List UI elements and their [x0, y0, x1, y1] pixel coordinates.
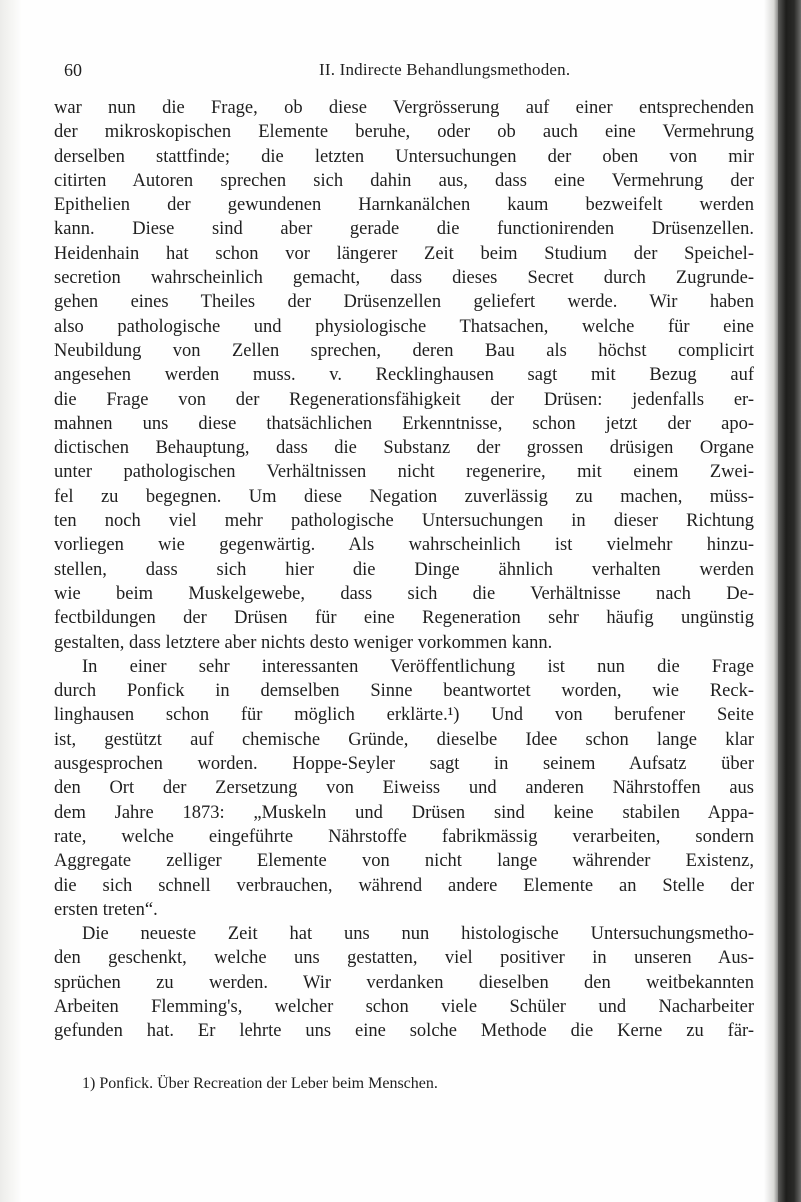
text-line: rate, welche eingeführte Nährstoffe fabrikmässig verarbeiten, sondern — [54, 826, 754, 847]
text-line: sprüchen zu werden. Wir verdanken dieselben den weitbekannten — [54, 972, 754, 993]
text-line: angesehen werden muss. v. Recklinghausen sagt mit Bezug auf — [54, 365, 754, 386]
page-left-shadow — [0, 0, 22, 1202]
text-line: Epithelien der gewundenen Harnkanälchen kaum bezweifelt werden — [54, 195, 754, 216]
text-line: ausgesprochen worden. Hoppe-Seyler sagt in seinem Aufsatz über — [54, 754, 754, 775]
footnote: 1) Ponfick. Über Recreation der Leber beim Menschen. — [82, 1075, 438, 1092]
text-line: fel zu begegnen. Um diese Negation zuverlässig zu machen, müss- — [54, 486, 754, 507]
text-line: Heidenhain hat schon vor längerer Zeit beim Studium der Speichel- — [54, 243, 754, 264]
text-line: dictischen Behauptung, dass die Substanz der grossen drüsigen Organe — [54, 438, 754, 459]
text-line: Neubildung von Zellen sprechen, deren Bau als höchst complicirt — [54, 340, 754, 361]
text-line: linghausen schon für möglich erklärte.¹) Und von berufener Seite — [54, 705, 754, 726]
text-line: also pathologische und physiologische Thatsachen, welche für eine — [54, 316, 754, 337]
text-line: Die neueste Zeit hat uns nun histologische Untersuchungsmetho- — [82, 924, 754, 945]
text-line: der mikroskopischen Elemente beruhe, oder ob auch eine Vermehrung — [54, 122, 754, 143]
text-line: gefunden hat. Er lehrte uns eine solche Methode die Kerne zu fär- — [54, 1021, 754, 1042]
text-line: den Ort der Zersetzung von Eiweiss und anderen Nährstoffen aus — [54, 778, 754, 799]
text-line: war nun die Frage, ob diese Vergrösserung auf einer entsprechenden — [54, 98, 754, 118]
text-line: mahnen uns diese thatsächlichen Erkenntnisse, schon jetzt der apo- — [54, 413, 754, 434]
text-line: ten noch viel mehr pathologische Untersuchungen in dieser Richtung — [54, 511, 754, 532]
text-line: fectbildungen der Drüsen für eine Regeneration sehr häufig ungünstig — [54, 608, 754, 629]
page-header — [64, 60, 754, 90]
text-line: secretion wahrscheinlich gemacht, dass dieses Secret durch Zugrunde- — [54, 268, 754, 289]
text-line: ersten treten“. — [54, 899, 158, 920]
text-line: wie beim Muskelgewebe, dass sich die Verhältnisse nach De- — [54, 583, 754, 604]
text-line: die Frage von der Regenerationsfähigkeit der Drüsen: jedenfalls er- — [54, 389, 754, 410]
text-line: vorliegen wie gegenwärtig. Als wahrscheinlich ist vielmehr hinzu- — [54, 535, 754, 556]
text-line: stellen, dass sich hier die Dinge ähnlich verhalten werden — [54, 559, 754, 580]
text-line: die sich schnell verbrauchen, während andere Elemente an Stelle der — [54, 875, 754, 896]
page-number: 60 — [64, 60, 82, 80]
text-line: dem Jahre 1873: „Muskeln und Drüsen sind keine stabilen Appa- — [54, 802, 754, 823]
text-line: Aggregate zelliger Elemente von nicht lange währender Existenz, — [54, 851, 754, 872]
text-line: kann. Diese sind aber gerade die functionirenden Drüsenzellen. — [54, 219, 754, 240]
text-line: citirten Autoren sprechen sich dahin aus, dass eine Vermehrung der — [54, 170, 754, 191]
text-line: derselben stattfinde; die letzten Untersuchungen der oben von mir — [54, 146, 754, 167]
text-line: gehen eines Theiles der Drüsenzellen geliefert werde. Wir haben — [54, 292, 754, 313]
text-line: durch Ponfick in demselben Sinne beantwortet worden, wie Reck- — [54, 681, 754, 702]
running-title: II. Indirecte Behandlungsmethoden. — [319, 60, 571, 79]
book-spine-edge — [778, 0, 801, 1202]
text-line: gestalten, dass letztere aber nichts desto weniger vorkommen kann. — [54, 632, 553, 653]
text-line: den geschenkt, welche uns gestatten, viel positiver in unseren Aus- — [54, 948, 754, 969]
text-line: In einer sehr interessanten Veröffentlichung ist nun die Frage — [82, 656, 754, 677]
body-text — [54, 96, 754, 1044]
text-line: Arbeiten Flemming's, welcher schon viele Schüler und Nacharbeiter — [54, 996, 754, 1017]
text-line: ist, gestützt auf chemische Gründe, dieselbe Idee schon lange klar — [54, 729, 754, 750]
text-line: unter pathologischen Verhältnissen nicht regenerire, mit einem Zwei- — [54, 462, 754, 483]
